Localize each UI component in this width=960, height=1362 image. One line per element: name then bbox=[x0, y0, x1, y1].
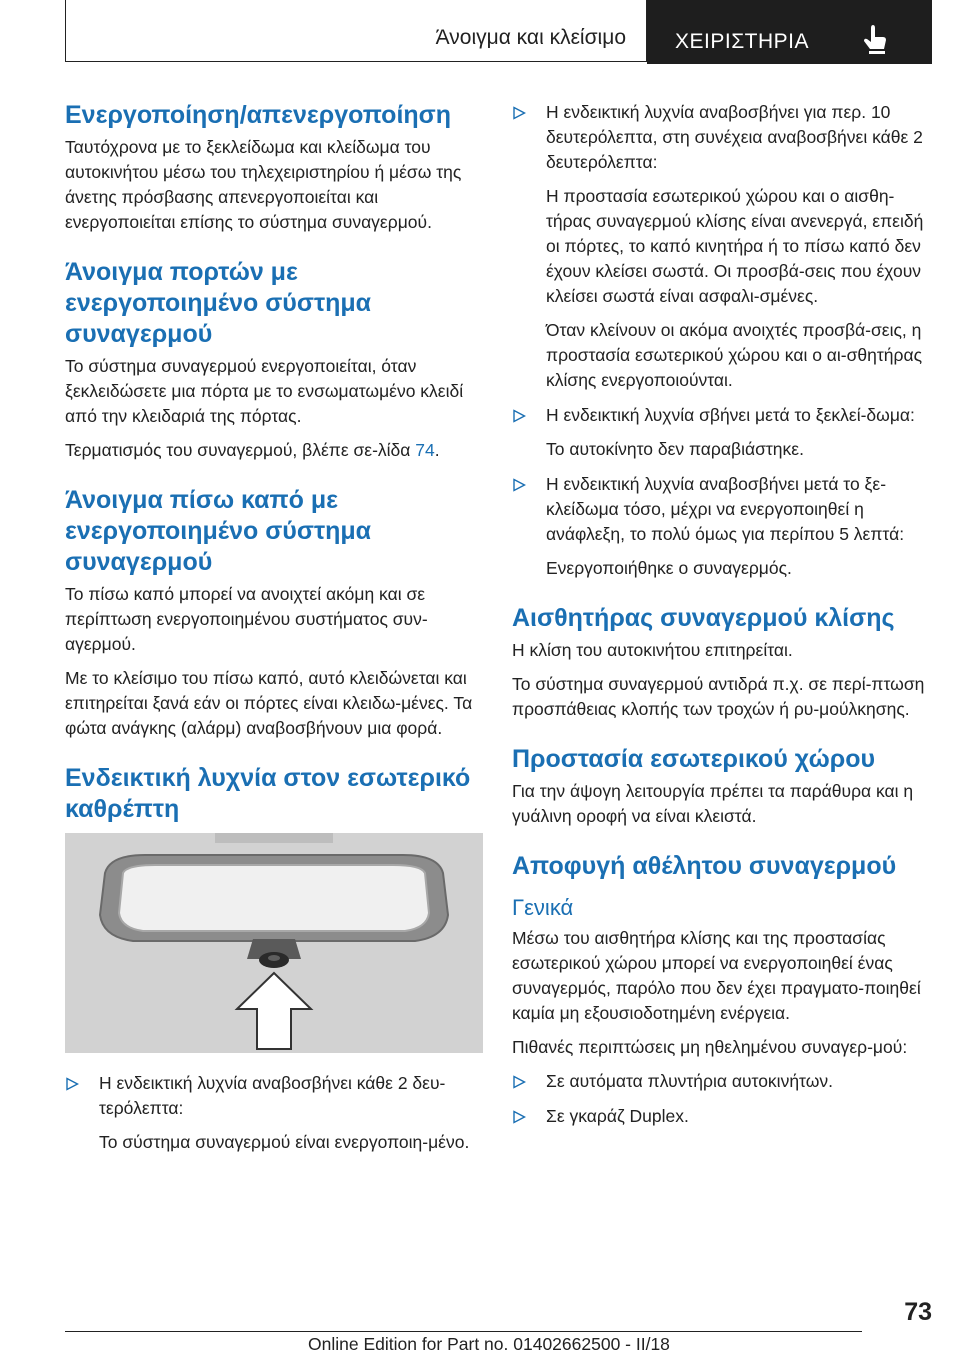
paragraph: Πιθανές περιπτώσεις μη ηθελημένου συναγερ-μού: bbox=[512, 1037, 908, 1057]
page-header bbox=[65, 0, 932, 64]
list-item-detail: Ενεργοποιήθηκε ο συναγερμός. bbox=[546, 558, 792, 578]
reference-end: . bbox=[434, 440, 440, 460]
section-tailgate-open bbox=[65, 485, 485, 741]
paragraph: Με το κλείσιμο του πίσω καπό, αυτό κλειδώνεται και επιτηρείται ξανά εάν οι πόρτες είναι κλειδω-μένες. Τα φώτα ανάγκης (αλάρμ) αναβοσβήνουν μια φορά. bbox=[65, 668, 473, 738]
heading-interior-protection: Προστασία εσωτερικού χώρου bbox=[512, 745, 876, 773]
list-item bbox=[512, 100, 932, 393]
reference-text: Τερματισμός του συναγερμού, βλέπε σε-λίδα bbox=[65, 440, 416, 460]
heading-mirror-indicator: Ενδεικτική λυχνία στον εσωτερικό καθρέπτη bbox=[65, 764, 471, 823]
section-avoid-false-alarm bbox=[512, 851, 932, 1129]
left-column bbox=[65, 100, 485, 1165]
paragraph: Το πίσω καπό μπορεί να ανοιχτεί ακόμη και σε περίπτωση ενεργοποιημένου συστήματος συν-αγερμού. bbox=[65, 584, 428, 654]
header-section-box bbox=[65, 0, 647, 62]
triangle-bullet-icon bbox=[512, 1075, 526, 1089]
section-tilt-sensor bbox=[512, 603, 932, 722]
section-doors-open bbox=[65, 257, 485, 463]
chapter-tab-label: ΧΕΙΡΙΣΤΗΡΙΑ bbox=[675, 30, 810, 53]
footer-edition-text: Online Edition for Part no. 01402662500 - II/18 bbox=[308, 1334, 670, 1354]
heading-tailgate-open: Άνοιγμα πίσω καπό με ενεργοποιημένο σύστημα συναγερμού bbox=[65, 486, 372, 576]
paragraph: Η κλίση του αυτοκινήτου επιτηρείται. bbox=[512, 640, 793, 660]
list-item-text: Σε αυτόματα πλυντήρια αυτοκινήτων. bbox=[546, 1071, 833, 1091]
paragraph: Για την άψογη λειτουργία πρέπει τα παράθυρα και η γυάλινη οροφή να είναι κλειστά. bbox=[512, 781, 914, 826]
paragraph: Μέσω του αισθητήρα κλίσης και της προστασίας εσωτερικού χώρου μπορεί να ενεργοποιηθεί ένας συναγερμός, παρόλο που δεν έχει πραγματο-ποιηθεί καμία μη εξουσιοδοτημένη ενέργεια. bbox=[512, 928, 921, 1023]
list-item-detail: Η προστασία εσωτερικού χώρου και ο αισθη-τήρας συναγερμού κλίσης είναι ανενεργά, επειδή οι πόρτες, το καπό κινητήρα ή το πίσω καπό δεν έχουν κλείσει σωστά. Οι προσβά-σεις που έχουν κλείσει σωστά είναι ασφαλι-σμένες. bbox=[546, 186, 924, 306]
list-item bbox=[65, 1071, 485, 1155]
header-section-title: Άνοιγμα και κλείσιμο bbox=[435, 26, 626, 49]
mirror-illustration bbox=[65, 833, 483, 1053]
list-item bbox=[512, 1104, 932, 1129]
right-column bbox=[512, 100, 932, 1139]
heading-activation: Ενεργοποίηση/απενεργοποίηση bbox=[65, 101, 452, 129]
list-item bbox=[512, 403, 932, 462]
heading-tilt-sensor: Αισθητήρας συναγερμού κλίσης bbox=[512, 604, 895, 632]
list-item bbox=[512, 1069, 932, 1094]
list-item-detail: Όταν κλείνουν οι ακόμα ανοιχτές προσβά-σεις, η προστασία εσωτερικού χώρου και ο αι-σθητήρας κλίσης ενεργοποιούνται. bbox=[546, 320, 923, 390]
triangle-bullet-icon bbox=[512, 478, 526, 492]
paragraph: Ταυτόχρονα με το ξεκλείδωμα και κλείδωμα του αυτοκινήτου μέσω του τηλεχειριστηρίου ή μέσω της άνετης πρόσβασης απενεργοποιείται και ενεργοποιείται επίσης το σύστημα συναγερμού. bbox=[65, 137, 462, 232]
heading-avoid-false-alarm: Αποφυγή αθέλητου συναγερμού bbox=[512, 852, 897, 880]
page-number: 73 bbox=[904, 1298, 932, 1326]
paragraph: Το σύστημα συναγερμού ενεργοποιείται, όταν ξεκλειδώσετε μια πόρτα με το ενσωματωμένο κλειδί από την κλειδαριά της πόρτας. bbox=[65, 356, 464, 426]
paragraph-page-reference bbox=[65, 438, 485, 463]
section-interior-protection bbox=[512, 744, 932, 829]
subheading-general: Γενικά bbox=[512, 895, 574, 920]
list-item-text: Η ενδεικτική λυχνία αναβοσβήνει για περ. 10 δευτερόλεπτα, στη συνέχεια αναβοσβήνει κάθε 2 δευτερόλεπτα: bbox=[546, 102, 923, 172]
list-item bbox=[512, 472, 932, 581]
list-item-detail: Το αυτοκίνητο δεν παραβιάστηκε. bbox=[546, 439, 804, 459]
list-item-text: Η ενδεικτική λυχνία σβήνει μετά το ξεκλεί-δωμα: bbox=[546, 405, 915, 425]
list-item-detail: Το σύστημα συναγερμού είναι ενεργοποιη-μένο. bbox=[99, 1132, 470, 1152]
list-item-text: Σε γκαράζ Duplex. bbox=[546, 1106, 689, 1126]
list-item-text: Η ενδεικτική λυχνία αναβοσβήνει κάθε 2 δευ-τερόλεπτα: bbox=[99, 1073, 446, 1118]
chapter-tab bbox=[647, 0, 932, 64]
triangle-bullet-icon bbox=[512, 106, 526, 120]
section-mirror-indicator bbox=[65, 763, 485, 1155]
heading-doors-open: Άνοιγμα πορτών με ενεργοποιημένο σύστημα συναγερμού bbox=[65, 258, 372, 348]
triangle-bullet-icon bbox=[65, 1077, 79, 1091]
triangle-bullet-icon bbox=[512, 409, 526, 423]
page-link[interactable]: 74 bbox=[415, 440, 435, 460]
footer-divider bbox=[65, 1331, 862, 1332]
rear-view-mirror-image bbox=[65, 833, 483, 1053]
section-activation bbox=[65, 100, 485, 235]
paragraph: Το σύστημα συναγερμού αντιδρά π.χ. σε περί-πτωση προσπάθειας κλοπής των τροχών ή ρυ-μούλκησης. bbox=[512, 674, 925, 719]
hand-pointer-icon bbox=[857, 24, 893, 56]
list-item-text: Η ενδεικτική λυχνία αναβοσβήνει μετά το ξε-κλείδωμα τόσο, μέχρι να ενεργοποιηθεί η ανάφλεξη, το πολύ όμως για περίπου 5 λεπτά: bbox=[546, 474, 905, 544]
triangle-bullet-icon bbox=[512, 1110, 526, 1124]
